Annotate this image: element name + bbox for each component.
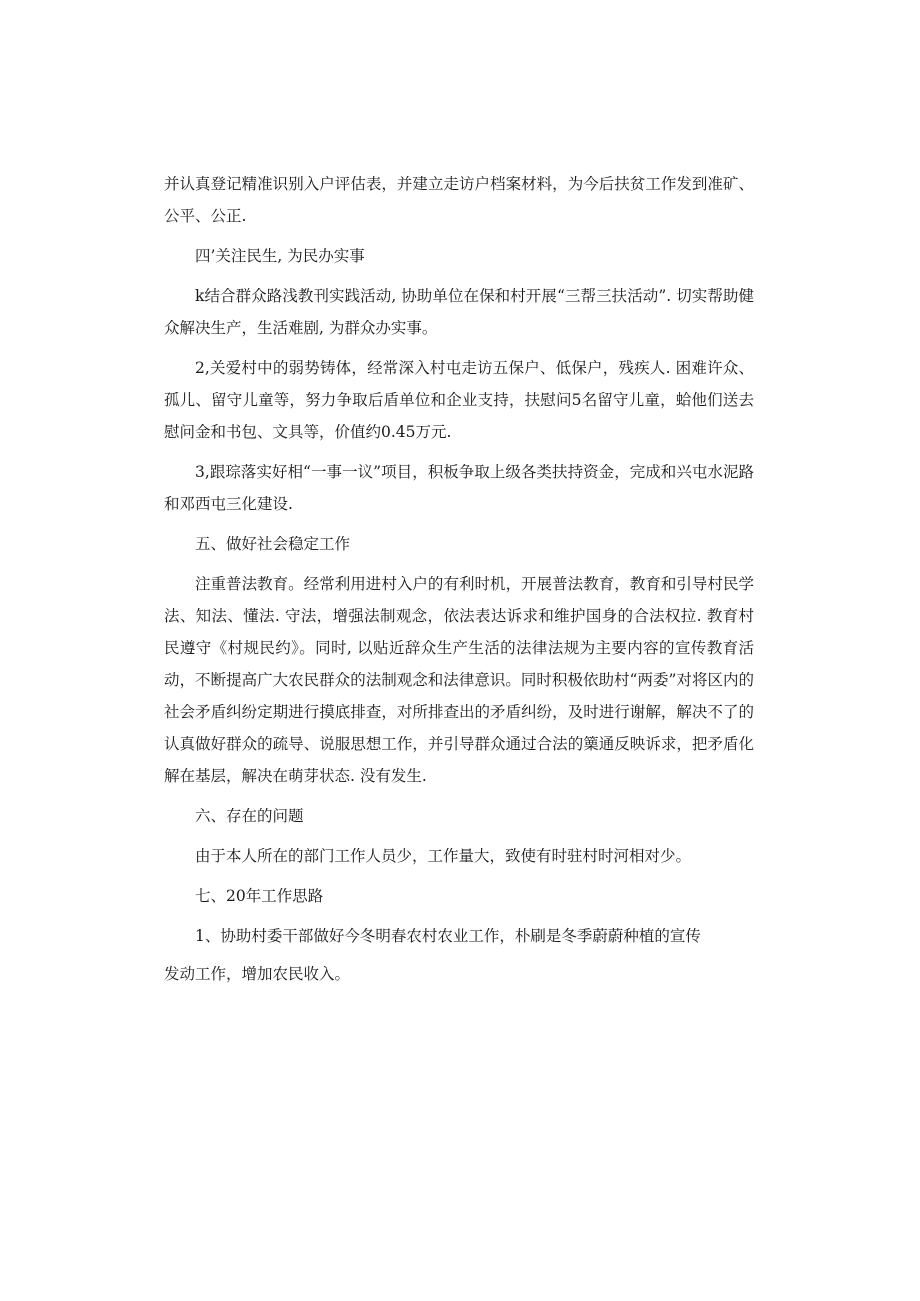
paragraph-5-body: 注重普法教育。经常利用进村入户的有利时机，开展普法教育，教育和引导村民学法、知法、懂法. 守法，增强法制观念，依法表达诉求和维护国身的合法权拉. 教育村民遵守《村规民约》。同时, 以贴近辞众生产生活的法律法规为主要内容的宣传教育活动，不断提高广大农民群众的法制观念和法律意识。同时积极依助村“两委”对将区内的社会矛盾纠纷定期进行摸底排查，对所排查出的矛盾纠纷，及时进行谢解，解决不了的认真做好群众的疏导、说服思想工作，并引导群众通过合法的篥通反映诉求，把矛盾化解在基层，解决在萌芽状态. 没有发生.	[164, 575, 754, 785]
paragraph-6-body: 由于本人所在的部门工作人员少，工作量大，致使有时驻村时河相对少。	[195, 847, 692, 865]
paragraph-4-item-3: 3,跟琮落实好相“一事一议”项目，积板争取上级各类扶持资金，完成和兴屯水泥路和邓西屯三化建设.	[164, 463, 754, 513]
paragraph-intro-continuation: 并认真登记精准识别入户评估表，并建立走访户档案材料，为今后扶贫工作发到准矿、公平、公正.	[164, 175, 754, 225]
paragraph-4-item-1: k结合群众路浅教刊实践活动, 协助单位在保和村开展“三帮三扶活动”. 切实帮助健众解决生产，生活难剧, 为群众办实事。	[164, 287, 754, 337]
section-heading-4: 四’关注民生, 为民办实事	[195, 247, 365, 265]
document-body	[164, 168, 754, 998]
paragraph-4-item-2: 2,关爱村中的弱势铸体，经常深入村屯走访五保户、低保户，残疾人. 困难许众、孤儿、留守儿童等，努力争取后盾单位和企业支持，扶慰问5名留守儿童，蛤他们送去慰问金和书包、文具等，价值约0.45万元.	[164, 359, 754, 441]
section-heading-6: 六、存在的问题	[195, 807, 304, 825]
section-heading-5: 五、做好社会稳定工作	[195, 535, 351, 553]
section-heading-7: 七、20年工作思路	[195, 887, 324, 905]
paragraph-7-item-1-continuation: 发动工作，增加农民收入。	[164, 965, 351, 983]
paragraph-7-item-1: 1、协助村委干部做好今冬明春农村农业工作，朴刷是冬季蔚蔚种植的宣传	[195, 927, 701, 945]
